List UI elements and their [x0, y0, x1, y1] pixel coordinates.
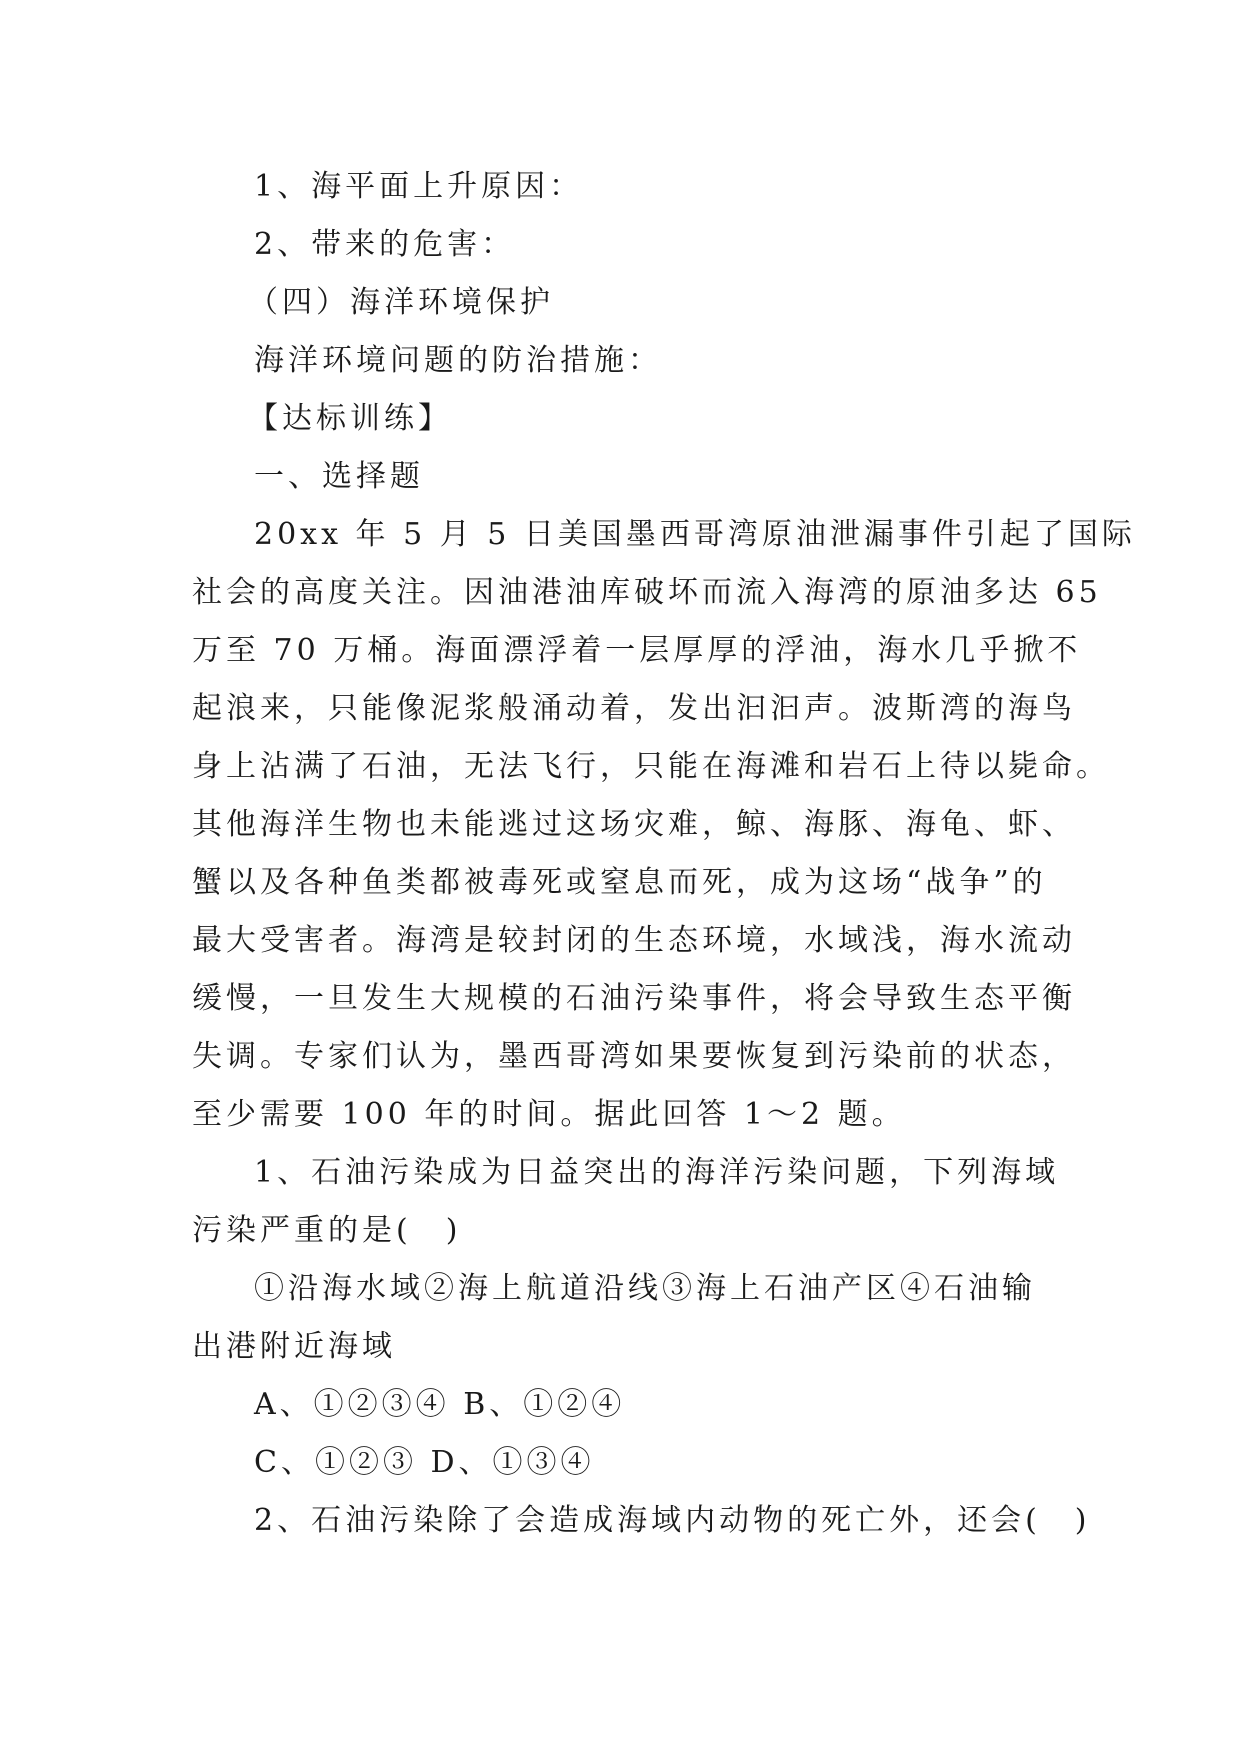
question-line: 1、石油污染成为日益突出的海洋污染问题，下列海域 [254, 1155, 1060, 1190]
paragraph-line: 最大受害者。海湾是较封闭的生态环境，水域浅，海水流动 [192, 923, 1076, 958]
paragraph-line: 20xx 年 5 月 5 日美国墨西哥湾原油泄漏事件引起了国际 [254, 517, 1136, 552]
section-heading: 【达标训练】 [248, 401, 452, 436]
paragraph-line: 缓慢，一旦发生大规模的石油污染事件，将会导致生态平衡 [192, 981, 1076, 1016]
paragraph-line: 社会的高度关注。因油港油库破坏而流入海湾的原油多达 65 [192, 575, 1102, 610]
answer-options: C、①②③ D、①③④ [254, 1445, 595, 1480]
section-heading: 一、选择题 [254, 459, 424, 494]
paragraph-line: 蟹以及各种鱼类都被毒死或窒息而死，成为这场“战争”的 [192, 865, 1047, 900]
text-line: 海洋环境问题的防治措施： [254, 343, 662, 378]
document-body [192, 158, 1136, 1550]
question-line: 2、石油污染除了会造成海域内动物的死亡外，还会( ) [254, 1503, 1091, 1538]
paragraph-line: 至少需要 100 年的时间。据此回答 1～2 题。 [192, 1097, 906, 1132]
question-line: ①沿海水域②海上航道沿线③海上石油产区④石油输 [254, 1271, 1036, 1306]
paragraph-line: 万至 70 万桶。海面漂浮着一层厚厚的浮油，海水几乎掀不 [192, 633, 1082, 668]
paragraph-line: 起浪来，只能像泥浆般涌动着，发出汩汩声。波斯湾的海鸟 [192, 691, 1076, 726]
answer-options: A、①②③④ B、①②④ [254, 1387, 626, 1422]
question-line: 污染严重的是( ) [192, 1213, 462, 1248]
paragraph-line: 其他海洋生物也未能逃过这场灾难，鲸、海豚、海龟、虾、 [192, 807, 1076, 842]
text-line: 2、带来的危害： [254, 227, 516, 262]
paragraph-line: 失调。专家们认为，墨西哥湾如果要恢复到污染前的状态， [192, 1039, 1076, 1074]
text-line: 1、海平面上升原因： [254, 169, 584, 204]
section-heading: （四）海洋环境保护 [248, 285, 554, 320]
question-line: 出港附近海域 [192, 1329, 396, 1364]
paragraph-line: 身上沾满了石油，无法飞行，只能在海滩和岩石上待以毙命。 [192, 749, 1110, 784]
